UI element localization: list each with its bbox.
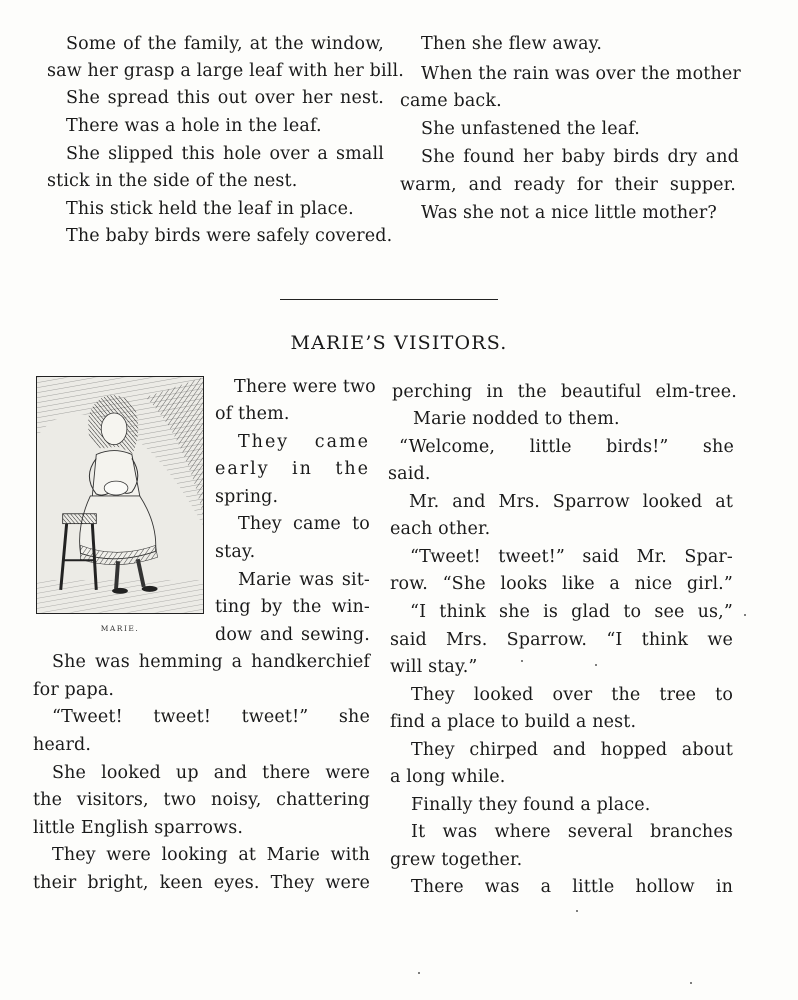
paragraph-first-line: It was where several branches [411,822,733,842]
section-divider [280,299,498,300]
text-line: row. “She looks like a nice girl.” [390,574,733,594]
paragraph-first-line: Marie was sit- [238,570,370,590]
scan-speck [521,660,523,662]
text-line: the visitors, two noisy, chattering [33,790,370,810]
paragraph-first-line: “Tweet! tweet!” said Mr. Spar- [410,547,733,567]
text-line: find a place to build a nest. [390,712,637,732]
paragraph-first-line: Was she not a nice little mother? [421,203,717,223]
paragraph-first-line: Then she flew away. [421,34,603,54]
text-line: heard. [33,735,92,755]
paragraph-first-line: They came [238,432,370,452]
paragraph-first-line: Some of the family, at the window, [66,34,384,54]
paragraph-first-line: There was a little hollow in [411,877,733,897]
paragraph-first-line: When the rain was over the mother [421,64,741,84]
text-line: a long while. [390,767,506,787]
scan-speck [690,982,692,984]
text-line: will stay.” [390,657,478,677]
text-line: stay. [215,542,256,562]
text-line: little English sparrows. [33,818,244,838]
paragraph-first-line: She spread this out over her nest. [66,88,384,108]
text-line: spring. [215,487,279,507]
text-line: early in the [215,459,370,479]
illustration-caption: MARIE. [100,624,140,633]
paragraph-first-line: Finally they found a place. [411,795,651,815]
text-line: came back. [400,91,502,111]
text-line: warm, and ready for their supper. [400,175,736,195]
paragraph-first-line: This stick held the leaf in place. [66,199,354,219]
paragraph-first-line: She looked up and there were [52,763,370,783]
scan-speck [418,972,420,974]
paragraph-first-line: She slipped this hole over a small [66,144,384,164]
paragraph-first-line: “I think she is glad to see us,” [410,602,733,622]
text-line: each other. [390,519,491,539]
paragraph-first-line: She unfastened the leaf. [421,119,641,139]
paragraph-first-line: They looked over the tree to [411,685,733,705]
paragraph-first-line: They came to [238,514,370,534]
illustration-girl-sewing [36,376,204,614]
section-title: MARIE’S VISITORS. [290,332,508,354]
text-line: their bright, keen eyes. They were [33,873,370,893]
engraving-image [37,377,203,613]
text-line: dow and sewing. [215,625,370,645]
paragraph-first-line: They chirped and hopped about [411,740,733,760]
text-line: perching in the beautiful elm-tree. [392,382,737,402]
paragraph-first-line: Marie nodded to them. [413,409,620,429]
text-line: stick in the side of the nest. [47,171,298,191]
paragraph-first-line: She was hemming a handkerchief [52,652,370,672]
paragraph-first-line: There were two [234,377,376,397]
text-line: said. [388,464,431,484]
paragraph-first-line: She found her baby birds dry and [421,147,739,167]
paragraph-first-line: They were looking at Marie with [52,845,370,865]
paragraph-first-line: There was a hole in the leaf. [66,116,322,136]
text-line: ting by the win- [215,597,370,617]
paragraph-first-line: The baby birds were safely covered. [66,226,393,246]
text-line: grew together. [390,850,523,870]
paragraph-first-line: “Welcome, little birds!” she [399,437,734,457]
text-line: said Mrs. Sparrow. “I think we [390,630,733,650]
text-line: saw her grasp a large leaf with her bill. [47,61,404,81]
paragraph-first-line: Mr. and Mrs. Sparrow looked at [409,492,733,512]
paragraph-first-line: “Tweet! tweet! tweet!” she [52,707,370,727]
text-line: for papa. [33,680,115,700]
scan-speck [744,614,746,616]
text-line: of them. [215,404,290,424]
scan-speck [595,664,597,666]
scan-speck [576,910,578,912]
